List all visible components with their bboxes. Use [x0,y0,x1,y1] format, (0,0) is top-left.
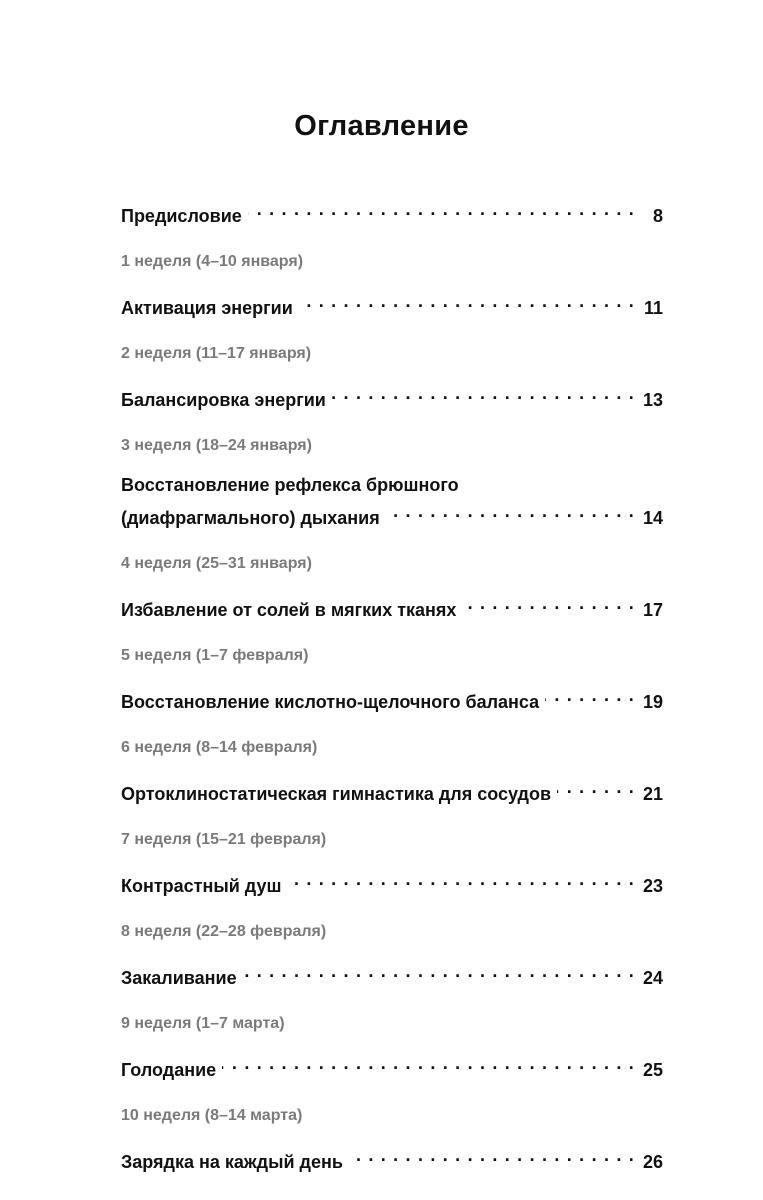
toc-page-number: 8 [652,206,663,226]
week-heading-9: 9 неделя (1–7 марта) [121,1015,285,1032]
dot-leader [222,1050,635,1076]
toc-entry-preface[interactable] [121,196,663,226]
toc-entry[interactable] [121,472,663,528]
dot-leader [545,682,635,708]
toc-page-number: 19 [642,692,663,712]
dot-leader [299,288,635,314]
toc-entry-label: Предисловие [121,206,242,226]
toc-entry-label: Закаливание [121,968,237,988]
toc-entry[interactable] [121,866,663,896]
week-heading-10: 10 неделя (8–14 марта) [121,1107,303,1124]
table-of-contents [121,196,663,1172]
dot-leader [287,866,635,892]
dot-leader [386,498,635,524]
week-heading-3: 3 неделя (18–24 января) [121,437,312,454]
dot-leader [243,958,635,984]
dot-leader [248,196,635,222]
toc-entry-label: Балансировка энергии [121,390,326,410]
week-heading-8: 8 неделя (22–28 февраля) [121,923,327,940]
toc-entry[interactable] [121,1050,663,1080]
toc-page-number: 24 [642,968,663,988]
toc-entry-label: Контрастный душ [121,876,282,896]
toc-entry-label: Ортоклиностатическая гимнастика для сосудов [121,784,552,804]
toc-entry[interactable] [121,380,663,410]
week-heading-1: 1 неделя (4–10 января) [121,253,304,270]
toc-entry-label-line1: Восстановление рефлекса брюшного [121,475,459,495]
toc-entry[interactable] [121,958,663,988]
week-heading-5: 5 неделя (1–7 февраля) [121,647,309,664]
toc-page-number: 23 [642,876,663,896]
toc-entry-label: Восстановление кислотно-щелочного баланса [121,692,540,712]
dot-leader [462,590,635,616]
toc-entry-label: (диафрагмального) дыхания [121,508,380,528]
toc-page-number: 17 [642,600,663,620]
dot-leader [332,380,635,406]
week-heading-6: 6 неделя (8–14 февраля) [121,739,318,756]
dot-leader [557,774,635,800]
toc-page-number: 11 [643,298,663,318]
toc-entry[interactable] [121,774,663,804]
toc-page-number: 14 [642,508,663,528]
toc-entry[interactable] [121,682,663,712]
week-heading-7: 7 неделя (15–21 февраля) [121,831,327,848]
toc-page-number: 25 [642,1060,663,1080]
week-heading-2: 2 неделя (11–17 января) [121,345,312,362]
toc-page-number: 13 [642,390,663,410]
toc-entry-label: Активация энергии [121,298,293,318]
toc-entry[interactable] [121,1142,663,1172]
dot-leader [349,1142,635,1168]
week-heading-4: 4 неделя (25–31 января) [121,555,312,572]
toc-page-number: 21 [642,784,663,804]
toc-page-number: 26 [642,1152,663,1172]
page-title: Оглавление [294,110,469,142]
toc-entry[interactable] [121,288,663,318]
toc-entry-label: Избавление от солей в мягких тканях [121,600,457,620]
toc-entry-label: Голодание [121,1060,217,1080]
toc-entry-label: Зарядка на каждый день [121,1152,343,1172]
toc-entry[interactable] [121,590,663,620]
